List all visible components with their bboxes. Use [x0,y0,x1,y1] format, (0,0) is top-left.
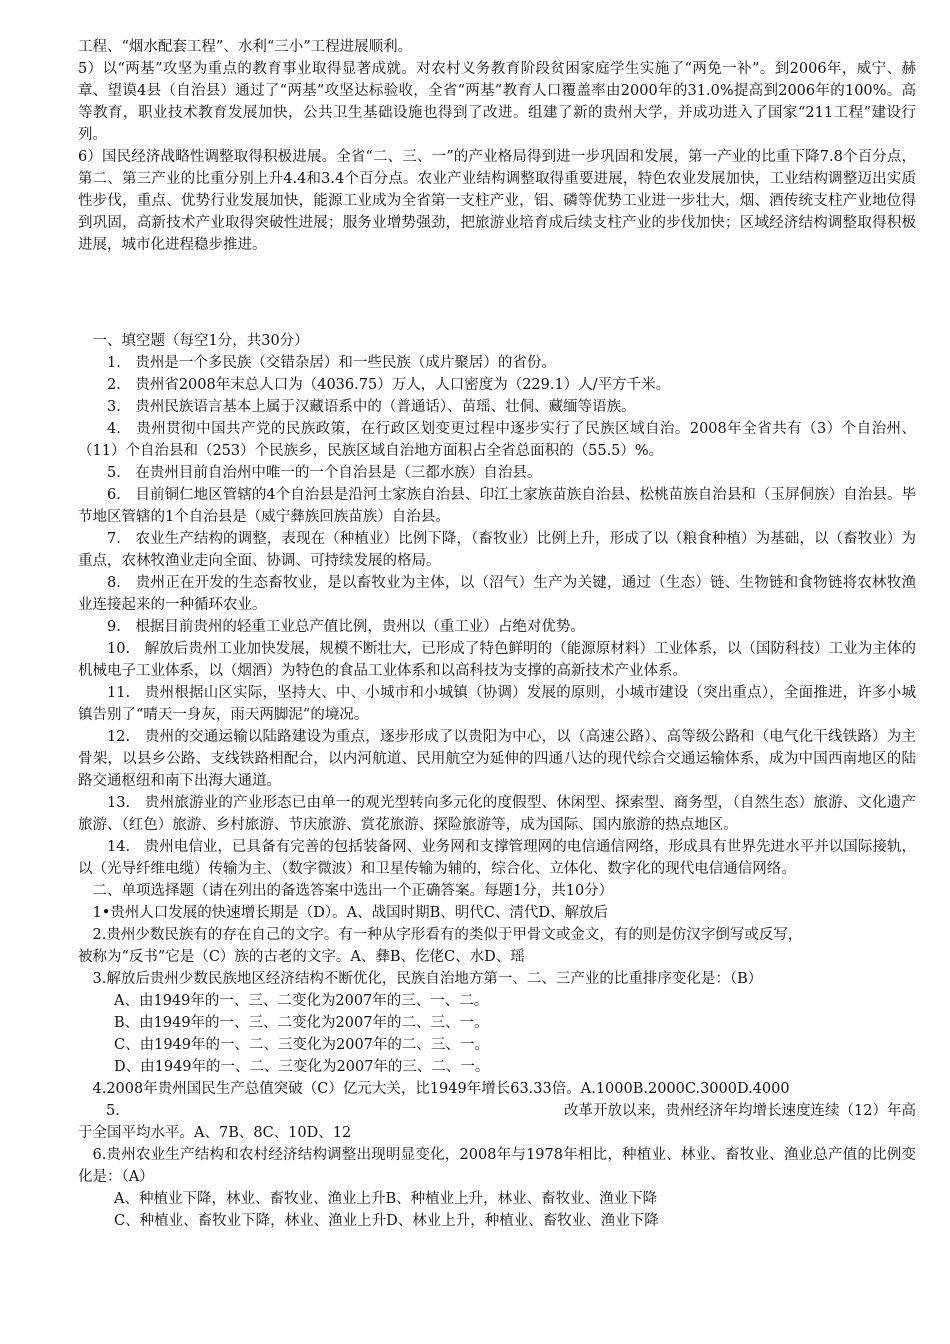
fill-item: 12. 贵州的交通运输以陆路建设为重点，逐步形成了以贵阳为中心，以（高速公路）、高等级公路和（电气化干线铁路）为主骨架，以县乡公路、支线铁路相配合，以内河航道、民用航空为延伸的四通八达的现代综合交通运输体系，成为中国西南地区的陆路交通枢纽和南下出海大通道。 [78,729,916,789]
fill-item: 8. 贵州正在开发的生态畜牧业，是以畜牧业为主体，以（沼气）生产为关键，通过（生态）链、生物链和食物链将农林牧渔业连接起来的一种循环农业。 [78,575,916,613]
choice-question-5 [78,1100,916,1122]
fill-item: 4. 贵州贯彻中国共产党的民族政策，在行政区划变更过程中逐步实行了民族区域自治。2008年全省共有（3）个自治州、（11）个自治县和（253）个民族乡，民族区域自治地方面积占全省总面积的（55.5）%。 [78,421,916,459]
fill-item: 3. 贵州民族语言基本上属于汉藏语系中的（普通话）、苗瑶、壮侗、藏缅等语族。 [107,399,636,415]
choice-question-2-cont: 被称为“反书”它是（C）族的古老的文字。A、彝B、仡佬C、水D、瑶 [78,949,525,965]
fill-item: 2. 贵州省2008年末总人口为（4036.75）万人，人口密度为（229.1）人/平方千米。 [107,377,671,393]
choice-question-2: 2.贵州少数民族有的存在自己的文字。有一种从字形看有的类似于甲骨文或金文，有的则是仿汉字倒写或反写， [92,927,803,943]
choice-question-5-cont: 于全国平均水平。A、7B、8C、10D、12 [78,1125,352,1141]
choice-option: A、种植业下降，林业、畜牧业、渔业上升B、种植业上升，林业、畜牧业、渔业下降 [114,1191,658,1207]
fill-section [78,330,916,1232]
fill-item: 11. 贵州根据山区实际，坚持大、中、小城市和小城镇（协调）发展的原则，小城市建设（突出重点），全面推进，许多小城镇告别了“晴天一身灰，雨天两脚泥”的境况。 [78,685,916,723]
fill-item: 7. 农业生产结构的调整，表现在（种植业）比例下降，（畜牧业）比例上升，形成了以（粮食种植）为基础，以（畜牧业）为重点，农林牧渔业走向全面、协调、可持续发展的格局。 [78,531,916,569]
fill-item: 13. 贵州旅游业的产业形态已由单一的观光型转向多元化的度假型、休闲型、探索型、商务型，（自然生态）旅游、文化遗产旅游、（红色）旅游、乡村旅游、节庆旅游、赏花旅游、探险旅游等，成为国际、国内旅游的热点地区。 [78,795,916,833]
paragraph-economy: 6）国民经济战略性调整取得积极进展。全省“二、三、一”的产业格局得到进一步巩固和发展，第一产业的比重下降7.8个百分点，第二、第三产业的比重分别上升4.4和3.4个百分点。农业产业结构调整取得重要进展，特色农业发展加快，工业结构调整迈出实质性步伐，重点、优势行业发展加快，能源工业成为全省第一支柱产业，铝、磷等优势工业进一步壮大，烟、酒传统支柱产业地位得到巩固，高新技术产业取得突破性进展；服务业增势强劲，把旅游业培育成后续支柱产业的步伐加快；区域经济结构调整取得积极进展，城市化进程稳步推进。 [78,149,916,253]
choice-question-5-text: 改革开放以来，贵州经济年均增长速度连续（12）年高 [564,1103,916,1119]
choice-question-5-number: 5. [106,1103,120,1119]
choice-option: C、种植业、畜牧业下降，林业、渔业上升D、林业上升，种植业、畜牧业、渔业下降 [114,1213,659,1229]
choice-option: C、由1949年的一、二、三变化为2007年的二、三、一。 [114,1037,489,1053]
fill-item: 5. 在贵州目前自治州中唯一的一个自治县是（三都水族）自治县。 [107,465,542,481]
top-section [78,36,916,256]
choice-question-1: 1•贵州人口发展的快速增长期是（D）。A、战国时期B、明代C、清代D、解放后 [92,905,608,921]
fill-item: 14. 贵州电信业，已具备有完善的包括装备网、业务网和支撑管理网的电信通信网络，形成具有世界先进水平并以国际接轨，以（光导纤维电缆）传输为主、（数字微波）和卫星传输为辅的，综合化、立体化、数字化的现代电信通信网络。 [78,839,916,877]
paragraph-education: 5）以“两基”攻坚为重点的教育事业取得显著成就。对农村义务教育阶段贫困家庭学生实施了“两免一补”。到2006年，威宁、赫章、望谟4县（自治县）通过了“两基”攻坚达标验收，全省“两基”教育人口覆盖率由2000年的31.0%提高到2006年的100%。高等教育，职业技术教育发展加快，公共卫生基础设施也得到了改进。组建了新的贵州大学，并成功进入了国家“211工程”建设行列。 [78,61,916,143]
choice-question-3: 3.解放后贵州少数民族地区经济结构不断优化，民族自治地方第一、二、三产业的比重排序变化是：（B） [92,971,763,987]
fill-item: 1. 贵州是一个多民族（交错杂居）和一些民族（成片聚居）的省份。 [107,355,556,371]
section-heading-fill: 一、填空题（每空1分，共30分） [92,333,309,349]
section-heading-choice: 二、单项选择题（请在列出的备选答案中选出一个正确答案。每题1分，共10分） [92,883,614,899]
paragraph-continuation: 工程、“烟水配套工程”、水利“三小”工程进展顺利。 [78,39,413,55]
choice-option: D、由1949年的一、二、三变化为2007年的三、二、一。 [114,1059,490,1075]
choice-question-6: 6.贵州农业生产结构和农村经济结构调整出现明显变化，2008年与1978年相比，种植业、林业、畜牧业、渔业总产值的比例变化是：（A） [78,1147,916,1185]
choice-question-4: 4.2008年贵州国民生产总值突破（C）亿元大关，比1949年增长63.33倍。A.1000B.2000C.3000D.4000 [92,1081,790,1097]
choice-option: A、由1949年的一、三、二变化为2007年的三、一、二。 [114,993,489,1009]
fill-item: 10. 解放后贵州工业加快发展，规模不断壮大，已形成了特色鲜明的（能源原材料）工业体系，以（国防科技）工业为主体的机械电子工业体系，以（烟酒）为特色的食品工业体系和以高科技为支撑的高新技术产业体系。 [78,641,916,679]
fill-item: 9. 根据目前贵州的轻重工业总产值比例，贵州以（重工业）占绝对优势。 [107,619,585,635]
choice-option: B、由1949年的一、三、二变化为2007年的二、三、一。 [114,1015,489,1031]
fill-item: 6. 目前铜仁地区管辖的4个自治县是沿河土家族自治县、印江土家族苗族自治县、松桃苗族自治县和（玉屏侗族）自治县。毕节地区管辖的1个自治县是（威宁彝族回族苗族）自治县。 [78,487,916,525]
